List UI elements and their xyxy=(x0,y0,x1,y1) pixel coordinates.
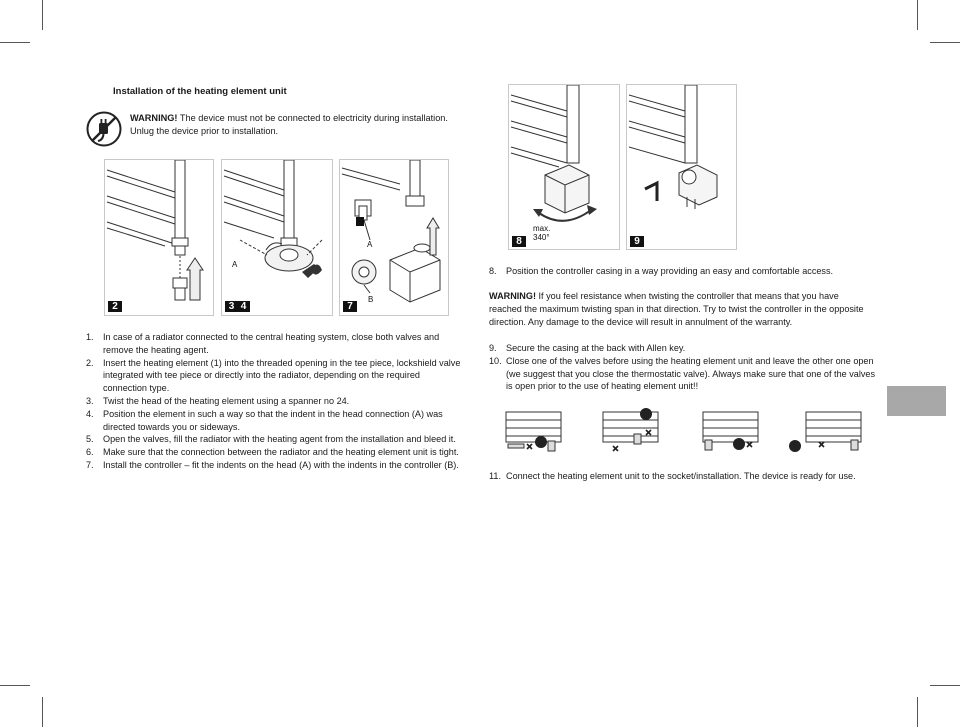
figure-label-a: A xyxy=(232,260,238,269)
step-number: 1. xyxy=(86,332,94,342)
list-item xyxy=(489,342,877,355)
step-number: 11. xyxy=(489,471,501,481)
figure-9 xyxy=(626,84,737,250)
figure-number: 7 xyxy=(343,301,357,312)
step-number: 8. xyxy=(489,266,497,276)
list-item xyxy=(86,331,466,357)
warning-text: If you feel resistance when twisting the controller that means that you have reached the maximum twisting span in that direction. Try to twist the controller in the opposite direction. Any damage to the device will result in annulment of the warranty. xyxy=(489,291,864,327)
list-item xyxy=(489,470,877,483)
step-number: 3. xyxy=(86,395,94,406)
right-step-list xyxy=(489,342,877,393)
step-text: Secure the casing at the back with Allen key. xyxy=(506,343,686,353)
step-text: Install the controller – fit the indents on the head (A) with the indents in the controller (B). xyxy=(103,459,459,470)
section-title: Installation of the heating element unit xyxy=(113,86,287,97)
figure-number: 2 xyxy=(108,301,122,312)
crop-mark xyxy=(42,697,43,727)
step-number: 2. xyxy=(86,357,94,368)
list-item xyxy=(489,355,877,393)
figure-number: 9 xyxy=(630,236,644,247)
step-number: 4. xyxy=(86,408,94,419)
crop-mark xyxy=(930,42,960,43)
figure-label-max: max. xyxy=(533,224,551,233)
list-item xyxy=(86,433,466,446)
crop-mark xyxy=(917,697,918,727)
step-11 xyxy=(489,470,877,483)
crop-mark xyxy=(917,0,918,30)
figure-3-4 xyxy=(221,159,333,316)
step-number: 7. xyxy=(86,459,94,470)
crop-mark xyxy=(0,685,30,686)
list-item xyxy=(489,265,879,278)
figure-8 xyxy=(508,84,620,250)
step-number: 6. xyxy=(86,447,94,458)
no-plug-icon xyxy=(86,111,122,147)
crop-mark xyxy=(930,685,960,686)
list-item xyxy=(86,446,466,459)
figure-label-a: A xyxy=(367,240,373,249)
figure-number: 8 xyxy=(512,236,526,247)
step-text: Connect the heating element unit to the socket/installation. The device is ready for use. xyxy=(506,471,856,481)
list-item xyxy=(86,408,466,434)
step-8 xyxy=(489,265,879,278)
figure-number: 4 xyxy=(237,301,250,312)
list-item xyxy=(86,395,466,408)
warning-text: The device must not be connected to electricity during installation. xyxy=(177,113,448,123)
step-number: 5. xyxy=(86,434,94,445)
warning-notice xyxy=(130,112,490,138)
figure-2 xyxy=(104,159,214,316)
step-text: Insert the heating element (1) into the threaded opening in the tee piece, lockshield valve integrated with tee piece or directly into the radiator, depending on the required connection type. xyxy=(103,357,461,394)
list-item xyxy=(86,459,466,472)
step-text: Position the controller casing in a way providing an easy and comfortable access. xyxy=(506,266,834,276)
step-number: 9. xyxy=(489,343,497,353)
side-tab-marker xyxy=(887,386,946,416)
warning-label: WARNING! xyxy=(489,291,536,301)
valve-configurations-figure xyxy=(503,408,877,454)
warning-text-line2: Unlug the device prior to installation. xyxy=(130,126,279,136)
step-text: Twist the head of the heating element using a spanner no 24. xyxy=(103,395,350,406)
crop-mark xyxy=(0,42,30,43)
list-item xyxy=(86,357,466,395)
figure-label-b: B xyxy=(368,295,374,304)
step-text: Make sure that the connection between the radiator and the heating element unit is tight. xyxy=(103,447,459,458)
step-number: 10. xyxy=(489,355,502,366)
step-text: Position the element in such a way so that the indent in the head connection (A) was directed towards you or sideways. xyxy=(103,408,443,432)
figure-number: 3 xyxy=(225,301,238,312)
crop-mark xyxy=(42,0,43,30)
figure-7 xyxy=(339,159,449,316)
figure-label-degrees: 340° xyxy=(533,233,550,242)
left-step-list xyxy=(86,331,466,472)
step-text: In case of a radiator connected to the central heating system, close both valves and remove the heating agent. xyxy=(103,332,440,355)
step-text: Close one of the valves before using the heating element unit and leave the other one open (we suggest that you close the thermostatic valve). Always make sure that one of the valves is open prior to the use of heating element unit!! xyxy=(506,355,875,392)
step-text: Open the valves, fill the radiator with the heating agent from the installation and bleed it. xyxy=(103,434,456,445)
warning-paragraph xyxy=(489,290,874,328)
warning-label: WARNING! xyxy=(130,113,178,123)
